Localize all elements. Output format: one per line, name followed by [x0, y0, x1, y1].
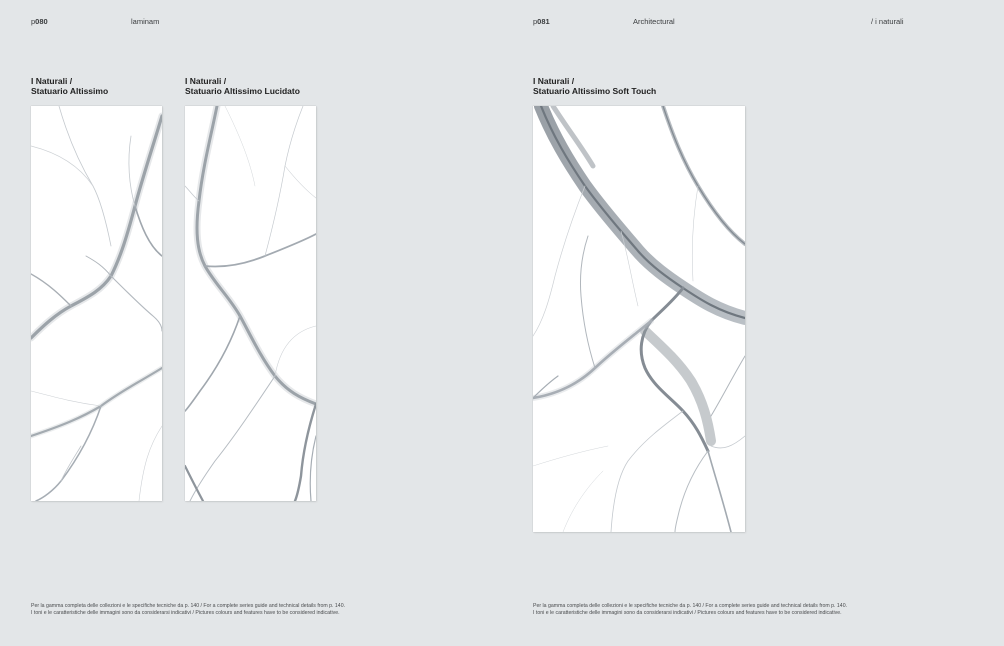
left-page-number-prefix: p	[31, 17, 36, 26]
left-page-number	[31, 17, 48, 27]
tile-name-label: Statuario Altissimo Soft Touch	[533, 85, 657, 96]
right-section-label: Architectural	[633, 17, 675, 26]
marble-tile-statuario-altissimo-lucidato	[185, 106, 316, 501]
footer-line-reference: Per la gamma completa delle collezioni e le specifiche tecniche da p. 140 / For a complete series guide and technical details from p. 140.	[533, 603, 848, 609]
footer-line-disclaimer: I toni e le caratteristiche delle immagini sono da considerarsi indicativi / Pictures colours and features have to be considered indicative.	[533, 609, 842, 616]
tile-caption-statuario-altissimo	[31, 77, 108, 96]
tile-collection-label: I Naturali /	[185, 76, 227, 86]
marble-tile-statuario-altissimo	[31, 106, 162, 501]
right-page-number-value: 081	[537, 17, 550, 26]
right-category-label: / i naturali	[871, 17, 904, 26]
tile-name-label: Statuario Altissimo	[31, 85, 109, 96]
right-footer-note	[533, 603, 847, 616]
footer-line-disclaimer: I toni e le caratteristiche delle immagini sono da considerarsi indicativi / Pictures colours and features have to be considered indicative.	[31, 609, 340, 616]
left-footer-note	[31, 603, 345, 616]
tile-collection-label: I Naturali /	[533, 76, 575, 86]
tile-caption-statuario-altissimo-soft-touch	[533, 77, 656, 96]
left-page-number-value: 080	[35, 17, 48, 26]
left-section-label: laminam	[131, 17, 160, 26]
marble-tile-statuario-altissimo-soft-touch	[533, 106, 745, 532]
tile-collection-label: I Naturali /	[31, 76, 73, 86]
right-page-number-prefix: p	[533, 17, 538, 26]
marble-texture-image	[185, 106, 316, 501]
marble-texture-image	[31, 106, 162, 501]
marble-texture-image	[533, 106, 745, 532]
tile-caption-statuario-altissimo-lucidato	[185, 77, 300, 96]
tile-name-label: Statuario Altissimo Lucidato	[185, 85, 300, 96]
right-page-number	[533, 17, 550, 27]
footer-line-reference: Per la gamma completa delle collezioni e le specifiche tecniche da p. 140 / For a complete series guide and technical details from p. 140.	[31, 603, 346, 609]
